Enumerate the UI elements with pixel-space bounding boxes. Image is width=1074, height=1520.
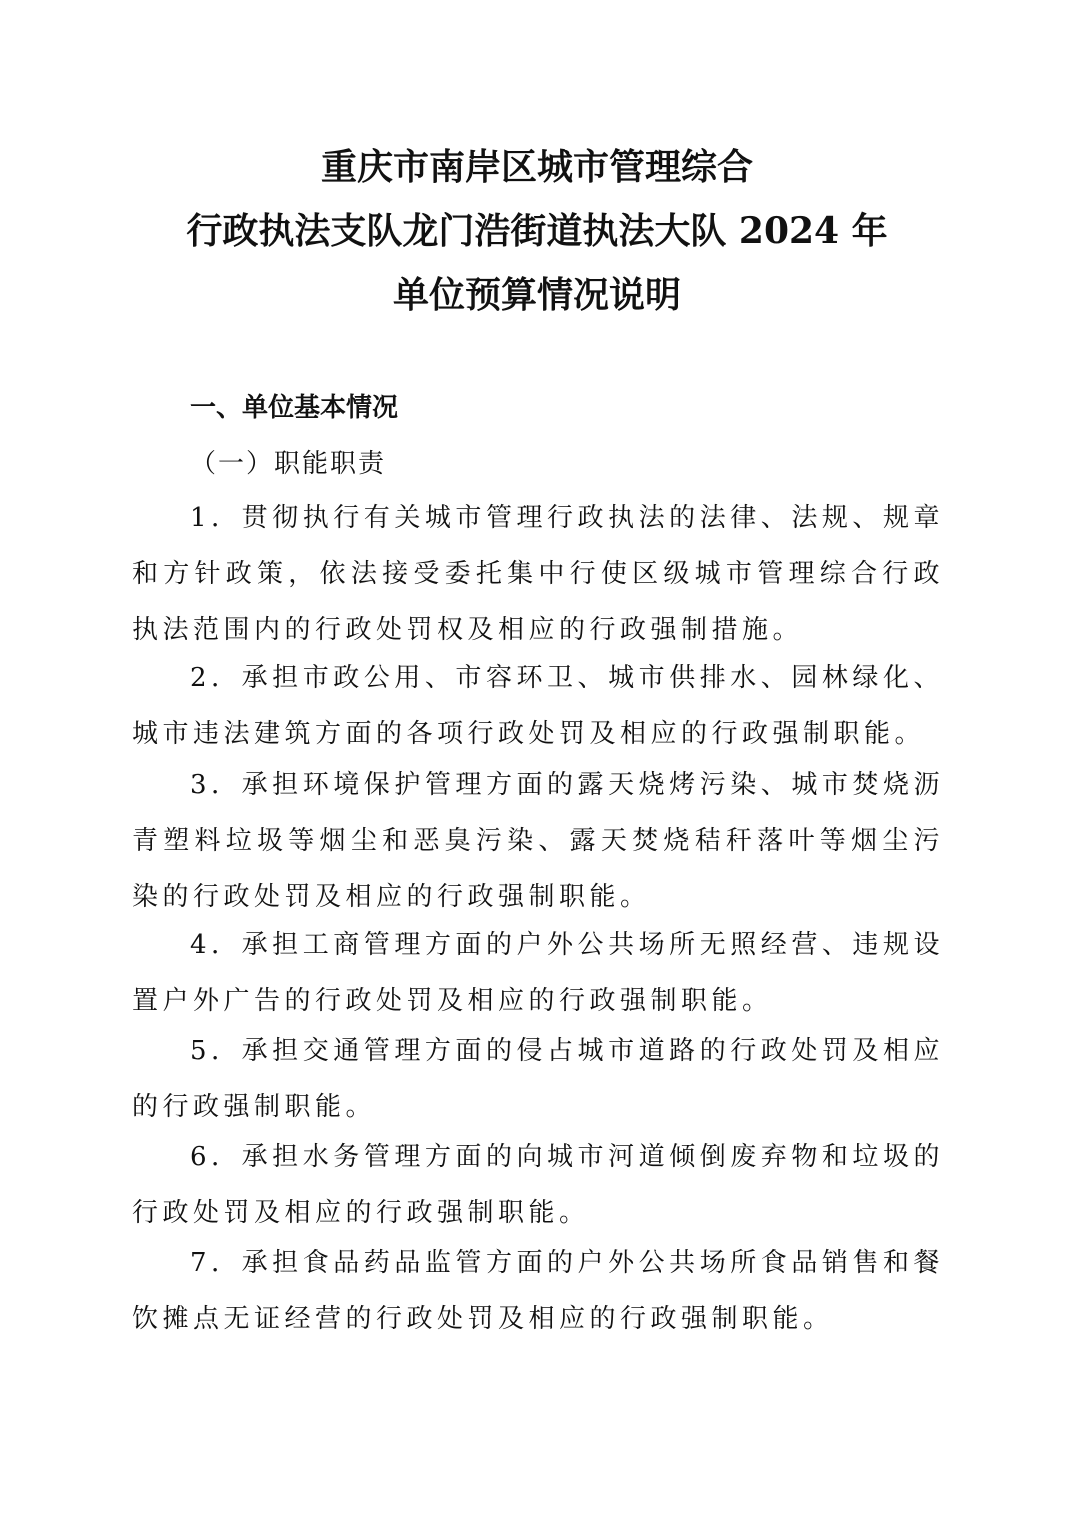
duty-paragraph-2: 2．承担市政公用、市容环卫、城市供排水、园林绿化、城市违法建筑方面的各项行政处罚及相应的行政强制职能。	[132, 663, 944, 749]
document-title-line-3: 单位预算情况说明	[392, 274, 681, 316]
section-heading: 一、单位基本情况	[190, 393, 399, 423]
duty-paragraph-6: 6．承担水务管理方面的向城市河道倾倒废弃物和垃圾的行政处罚及相应的行政强制职能。	[132, 1142, 944, 1228]
duty-paragraph-1: 1．贯彻执行有关城市管理行政执法的法律、法规、规章和方针政策，依法接受委托集中行使区级城市管理综合行政执法范围内的行政处罚权及相应的行政强制措施。	[132, 503, 944, 645]
duty-paragraph-5: 5．承担交通管理方面的侵占城市道路的行政处罚及相应的行政强制职能。	[132, 1036, 944, 1122]
duty-paragraph-7: 7．承担食品药品监管方面的户外公共场所食品销售和餐饮摊点无证经营的行政处罚及相应的行政强制职能。	[132, 1248, 944, 1334]
document-title-line-2: 行政执法支队龙门浩街道执法大队 2024 年	[186, 210, 888, 252]
duty-paragraph-3: 3．承担环境保护管理方面的露天烧烤污染、城市焚烧沥青塑料垃圾等烟尘和恶臭污染、露天焚烧秸秆落叶等烟尘污染的行政处罚及相应的行政强制职能。	[132, 770, 944, 912]
subsection-heading: （一）职能职责	[190, 449, 387, 479]
document-title-line-1: 重庆市南岸区城市管理综合	[320, 146, 753, 188]
duty-paragraph-4: 4．承担工商管理方面的户外公共场所无照经营、违规设置户外广告的行政处罚及相应的行政强制职能。	[132, 930, 944, 1016]
